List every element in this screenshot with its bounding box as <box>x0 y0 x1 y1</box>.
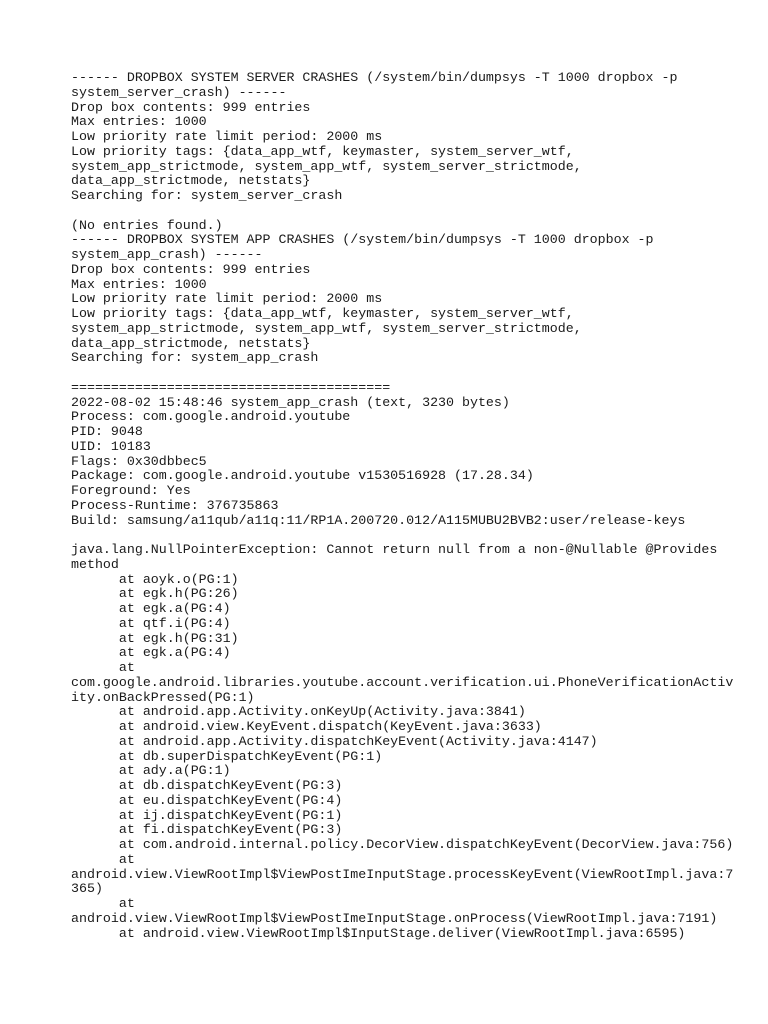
log-line: at db.dispatchKeyEvent(PG:3) <box>71 778 343 793</box>
log-line: at ij.dispatchKeyEvent(PG:1) <box>71 807 343 823</box>
log-line: Flags: 0x30dbbec5 <box>71 453 207 469</box>
log-line: Drop box contents: 999 entries <box>71 99 311 115</box>
log-line <box>71 204 731 219</box>
log-line: at com.android.internal.policy.DecorView.dispatchKeyEvent(DecorView.java:756) <box>71 837 734 852</box>
log-line: system_app_strictmode, system_app_wtf, system_server_strictmode, <box>71 158 582 174</box>
log-document <box>71 70 734 941</box>
log-line: android.view.ViewRootImpl$ViewPostImeInputStage.onProcess(ViewRootImpl.java:7191) <box>71 910 718 926</box>
log-line: at eu.dispatchKeyEvent(PG:4) <box>71 792 343 808</box>
log-line: system_app_crash) ------ <box>71 247 263 262</box>
log-line: Process: com.google.android.youtube <box>71 409 351 425</box>
log-line: Max entries: 1000 <box>71 114 207 130</box>
log-line: Foreground: Yes <box>71 483 191 498</box>
log-line: data_app_strictmode, netstats} <box>71 173 311 189</box>
log-line: system_app_strictmode, system_app_wtf, system_server_strictmode, <box>71 320 582 336</box>
log-line: Drop box contents: 999 entries <box>71 261 311 277</box>
log-line: at qtf.i(PG:4) <box>71 615 231 631</box>
log-line: at android.app.Activity.onKeyUp(Activity.java:3841) <box>71 704 526 720</box>
log-line <box>71 366 731 381</box>
log-line: ------ DROPBOX SYSTEM APP CRASHES (/system/bin/dumpsys -T 1000 dropbox -p <box>71 232 654 248</box>
log-line: at android.view.KeyEvent.dispatch(KeyEvent.java:3633) <box>71 719 542 734</box>
log-line: at egk.a(PG:4) <box>71 601 231 616</box>
log-line: data_app_strictmode, netstats} <box>71 335 311 351</box>
log-line: at aoyk.o(PG:1) <box>71 571 239 587</box>
log-line: at egk.a(PG:4) <box>71 645 231 661</box>
log-line: (No entries found.) <box>71 217 223 233</box>
log-line: ity.onBackPressed(PG:1) <box>71 689 255 705</box>
log-line: ======================================== <box>71 379 391 395</box>
log-line: Low priority tags: {data_app_wtf, keymaster, system_server_wtf, <box>71 143 574 159</box>
log-line: Low priority rate limit period: 2000 ms <box>71 129 383 144</box>
log-line <box>71 528 731 543</box>
log-line: Low priority rate limit period: 2000 ms <box>71 291 383 307</box>
log-line: at <box>71 660 135 675</box>
log-line: at egk.h(PG:31) <box>71 630 239 646</box>
log-line: Max entries: 1000 <box>71 276 207 292</box>
log-line: android.view.ViewRootImpl$ViewPostImeInputStage.processKeyEvent(ViewRootImpl.java:7 <box>71 866 734 882</box>
log-line: at <box>71 851 135 867</box>
log-line: 365) <box>71 881 103 897</box>
log-line: at <box>71 896 135 911</box>
log-line: Searching for: system_server_crash <box>71 188 343 203</box>
log-line: at ady.a(PG:1) <box>71 763 231 779</box>
log-line: at egk.h(PG:26) <box>71 586 239 602</box>
log-line: PID: 9048 <box>71 424 143 439</box>
log-line: Build: samsung/a11qub/a11q:11/RP1A.200720.012/A115MUBU2BVB2:user/release-keys <box>71 512 686 528</box>
log-line: system_server_crash) ------ <box>71 84 287 100</box>
log-line: Low priority tags: {data_app_wtf, keymaster, system_server_wtf, <box>71 306 574 321</box>
log-line: Package: com.google.android.youtube v1530516928 (17.28.34) <box>71 468 534 484</box>
log-line: method <box>71 556 119 572</box>
log-line: at android.app.Activity.dispatchKeyEvent(Activity.java:4147) <box>71 733 598 749</box>
log-line: at db.superDispatchKeyEvent(PG:1) <box>71 748 383 764</box>
log-line: at fi.dispatchKeyEvent(PG:3) <box>71 822 343 838</box>
log-line: java.lang.NullPointerException: Cannot return null from a non-@Nullable @Provides <box>71 542 718 557</box>
log-line: com.google.android.libraries.youtube.account.verification.ui.PhoneVerificationActiv <box>71 674 734 690</box>
log-line: Process-Runtime: 376735863 <box>71 497 279 513</box>
log-line: at android.view.ViewRootImpl$InputStage.deliver(ViewRootImpl.java:6595) <box>71 925 686 941</box>
log-line: ------ DROPBOX SYSTEM SERVER CRASHES (/system/bin/dumpsys -T 1000 dropbox -p <box>71 70 678 85</box>
log-line: 2022-08-02 15:48:46 system_app_crash (text, 3230 bytes) <box>71 394 510 410</box>
log-line: Searching for: system_app_crash <box>71 350 319 366</box>
log-line: UID: 10183 <box>71 438 151 454</box>
